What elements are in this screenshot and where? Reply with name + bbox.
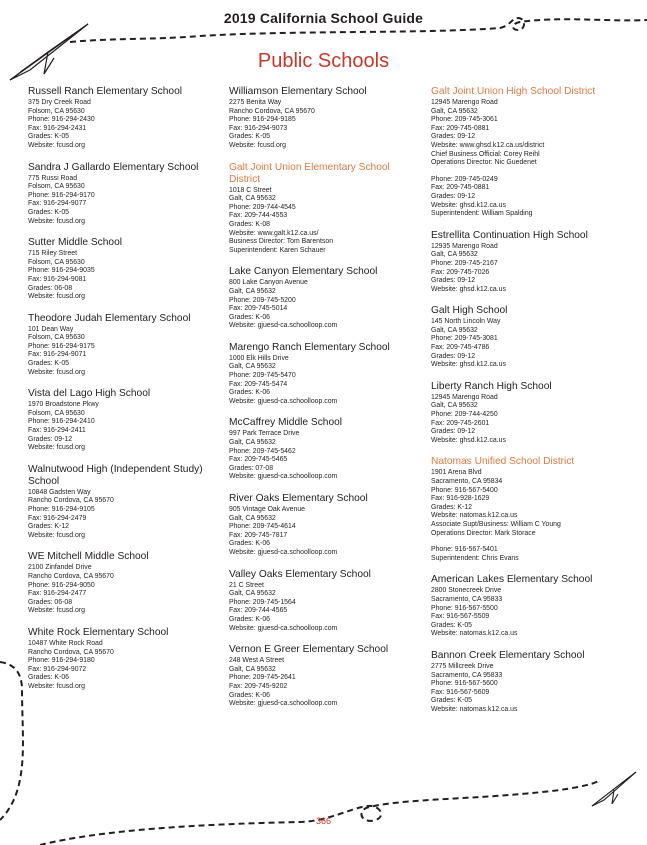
school-entry	[431, 574, 631, 639]
contact-line: Grades: K-05	[229, 133, 270, 141]
contact-line: Grades: K-05	[28, 133, 69, 141]
contact-line: Phone: 209-745-3081	[431, 335, 498, 343]
contact-line: Grades: 09-12	[431, 133, 476, 141]
contact-line: 1970 Broadstone Pkwy	[28, 401, 99, 409]
district-name: Galt Joint Union Elementary School District	[229, 161, 390, 185]
contact-line: Rancho Cordova, CA 95670	[28, 497, 114, 505]
contact-line: Sacramento, CA 95833	[431, 595, 503, 603]
school-name: Theodore Judah Elementary School	[28, 312, 191, 324]
contact-line: Phone: 209-745-5200	[229, 296, 296, 304]
school-entry	[28, 388, 218, 453]
contact-line: Grades: 06-08	[28, 598, 73, 606]
contact-line: Website: fcusd.org	[28, 682, 85, 690]
contact-line: Grades: 09-12	[431, 428, 476, 436]
school-name: Russell Ranch Elementary School	[28, 86, 183, 97]
contact-line: Grades: K-08	[229, 220, 270, 228]
contact-line: Folsom, CA 95630	[28, 107, 85, 115]
contact-line: 800 Lake Canyon Avenue	[229, 279, 308, 287]
contact-line: Phone: 916-567-5401	[431, 546, 498, 554]
school-name: Liberty Ranch High School	[431, 380, 552, 392]
contact-line: 10487 White Rock Road	[28, 639, 103, 647]
contact-line: 2100 Zinfandel Drive	[28, 564, 92, 572]
contact-line: Phone: 916-294-9035	[28, 267, 95, 275]
school-name: Williamson Elementary School	[229, 86, 367, 97]
contact-line: Grades: 07-08	[229, 464, 274, 472]
contact-line: Fax: 916-294-2479	[28, 514, 87, 522]
contact-line: 2800 Stonecreek Drive	[431, 587, 502, 595]
contact-line: Website: fcusd.org	[28, 444, 85, 452]
contact-line: Superintendent: Karen Schauer	[229, 246, 326, 254]
contact-line: Phone: 209-745-2641	[229, 674, 296, 682]
school-entry	[431, 230, 631, 295]
contact-line: Fax: 209-745-9202	[229, 682, 288, 690]
contact-line: Fax: 209-745-0881	[431, 184, 490, 192]
contact-line: Grades: K-06	[28, 674, 69, 682]
contact-line: Website: fcusd.org	[28, 141, 85, 149]
contact-line: Galt, CA 95632	[229, 195, 276, 203]
contact-line: Fax: 209-745-4786	[431, 344, 490, 352]
contact-line: Fax: 209-745-7026	[431, 268, 490, 276]
contact-line: Website: fcusd.org	[28, 607, 85, 615]
contact-line: Fax: 209-744-4565	[229, 607, 288, 615]
contact-line: Grades: K-05	[431, 621, 472, 629]
contact-line: Phone: 209-744-4545	[229, 203, 296, 211]
contact-line: Sacramento, CA 95834	[431, 478, 503, 485]
district-entry	[431, 86, 631, 219]
contact-line: 375 Dry Creek Road	[28, 99, 91, 106]
contact-line: Fax: 916-567-5609	[431, 688, 490, 696]
guide-title: 2019 California School Guide	[223, 10, 424, 26]
contact-line: Fax: 916-294-9071	[28, 351, 87, 359]
contact-line: Fax: 209-745-5014	[229, 305, 288, 313]
contact-line: Grades: 09-12	[431, 192, 476, 200]
contact-line: Galt, CA 95632	[431, 251, 478, 259]
contact-line: Phone: 209-745-4614	[229, 523, 296, 531]
school-entry	[229, 644, 421, 709]
school-name: Lake Canyon Elementary School	[229, 266, 378, 278]
contact-line: Phone: 916-294-9185	[229, 116, 296, 124]
contact-line: 10848 Gadsten Way	[28, 488, 91, 496]
contact-line: 2275 Benita Way	[229, 99, 282, 106]
contact-line: 248 West A Street	[229, 657, 285, 665]
contact-line: 775 Russi Road	[28, 174, 78, 182]
contact-line: Grades: K-05	[28, 360, 69, 368]
contact-line: Grades: K-05	[28, 208, 69, 216]
contact-line: 1000 Elk Hills Drive	[229, 354, 289, 362]
contact-line: Galt, CA 95632	[431, 107, 478, 115]
contact-line: Galt, CA 95632	[229, 439, 276, 447]
contact-line: Fax: 916-294-9081	[28, 275, 87, 283]
contact-line: Grades: 06-08	[28, 284, 73, 292]
contact-line: Fax: 916-567-5509	[431, 613, 490, 621]
school-entry	[229, 417, 421, 482]
contact-line: Fax: 916-294-2477	[28, 590, 87, 598]
contact-line: Phone: 916-567-5500	[431, 604, 498, 612]
contact-line: 21 C Street	[229, 581, 264, 589]
listing-column-1	[28, 86, 218, 703]
contact-line: Fax: 916-294-9077	[28, 200, 87, 208]
contact-line: Business Director: Tom Barentson	[229, 238, 334, 246]
school-entry	[229, 493, 421, 558]
contact-line: 12935 Marengo Road	[431, 242, 498, 250]
school-entry	[28, 237, 218, 302]
contact-line: Website: ghsd.k12.ca.us	[431, 201, 506, 209]
contact-line: Website: ghsd.k12.ca.us	[431, 361, 506, 369]
contact-line: Grades: K-06	[229, 540, 270, 548]
school-name: Sutter Middle School	[28, 237, 123, 249]
contact-line: Chief Business Official: Corey Reihl	[431, 150, 540, 158]
contact-line: Website: fcusd.org	[28, 293, 85, 301]
school-name: Marengo Ranch Elementary School	[229, 341, 390, 353]
contact-line: 715 Riley Street	[28, 250, 78, 258]
contact-line: 905 Vintage Oak Avenue	[229, 506, 305, 513]
contact-line: Fax: 916-294-2431	[28, 124, 87, 132]
contact-line: Galt, CA 95632	[431, 326, 478, 334]
school-name: Valley Oaks Elementary School	[229, 568, 371, 580]
contact-line: Phone: 916-294-2430	[28, 116, 95, 124]
school-entry	[431, 650, 631, 715]
school-name: Sandra J Gallardo Elementary School	[28, 161, 199, 173]
contact-line: Grades: 09-12	[431, 352, 476, 360]
paper-plane-icon-bottom-right	[590, 770, 638, 808]
contact-line: Rancho Cordova, CA 95670	[28, 572, 114, 580]
school-name: Vernon E Greer Elementary School	[229, 644, 389, 656]
contact-line: Fax: 209-745-5465	[229, 456, 288, 464]
contact-line: Phone: 209-745-5462	[229, 447, 296, 455]
contact-line: Phone: 916-294-9180	[28, 657, 95, 665]
contact-line: Grades: 09-12	[431, 277, 476, 285]
contact-line: Website: gjuesd-ca.schoolloop.com	[229, 624, 338, 632]
contact-line: Phone: 916-294-9170	[28, 191, 95, 199]
school-entry	[28, 162, 218, 227]
school-name: River Oaks Elementary School	[229, 493, 368, 504]
contact-line: Phone: 209-745-0249	[431, 175, 498, 183]
contact-line: 997 Park Terrace Drive	[229, 430, 300, 438]
contact-line: Grades: K-12	[28, 523, 69, 531]
school-entry	[229, 569, 421, 634]
contact-line: Website: natomas.k12.ca.us	[431, 630, 518, 638]
contact-line: Fax: 209-745-0881	[431, 124, 490, 132]
school-name: Estrellita Continuation High School	[431, 229, 588, 241]
school-name: WE Mitchell Middle School	[28, 551, 149, 563]
school-name: Vista del Lago High School	[28, 388, 151, 400]
contact-line: Superintendent: Chris Evans	[431, 554, 519, 562]
contact-line: Phone: 916-294-2410	[28, 418, 95, 426]
contact-line: Website: gjuesd-ca.schoolloop.com	[229, 397, 338, 405]
contact-line: Galt, CA 95632	[431, 402, 478, 410]
school-name: Galt High School	[431, 305, 508, 317]
contact-line: Fax: 209-745-2601	[431, 419, 490, 427]
contact-line: 1018 C Street	[229, 186, 272, 194]
contact-line: Phone: 209-745-3061	[431, 116, 498, 124]
contact-line: Website: ghsd.k12.ca.us	[431, 285, 506, 293]
contact-line: Website: www.ghsd.k12.ca.us/district	[431, 141, 545, 149]
contact-line: 1901 Arena Blvd	[431, 469, 482, 477]
contact-line: Operations Director: Nic Guedenet	[431, 159, 537, 167]
contact-line: Website: fcusd.org	[28, 368, 85, 376]
school-entry	[229, 266, 421, 331]
contact-line: Website: fcusd.org	[28, 217, 85, 225]
school-entry	[431, 381, 631, 446]
contact-line: Fax: 209-745-7817	[229, 531, 288, 539]
contact-line: Website: gjuesd-ca.schoolloop.com	[229, 322, 338, 330]
contact-line: Grades: K-06	[229, 313, 270, 321]
listing-column-2	[229, 86, 421, 720]
school-name: White Rock Elementary School	[28, 626, 169, 638]
district-entry	[431, 456, 631, 563]
school-entry	[28, 627, 218, 692]
listing-column-3	[431, 86, 631, 725]
contact-line: Fax: 209-745-5474	[229, 380, 288, 388]
school-entry	[28, 313, 218, 378]
contact-line: Phone: 209-745-1564	[229, 598, 296, 606]
contact-line: Rancho Cordova, CA 95670	[229, 107, 315, 115]
school-entry	[229, 342, 421, 407]
contact-line: Folsom, CA 95630	[28, 409, 85, 417]
contact-line: Phone: 916-294-9105	[28, 506, 95, 513]
contact-line: Galt, CA 95632	[229, 590, 276, 598]
school-name: American Lakes Elementary School	[431, 574, 593, 586]
contact-line: 2775 Millcreek Drive	[431, 662, 494, 670]
contact-line: Website: fcusd.org	[28, 531, 85, 539]
section-title: Public Schools	[257, 50, 390, 72]
page-number: 366	[315, 816, 332, 826]
contact-line: Grades: K-12	[431, 503, 472, 511]
contact-line: 101 Dean Way	[28, 325, 74, 333]
contact-line: Website: fcusd.org	[229, 141, 286, 149]
contact-line: Grades: K-05	[431, 697, 472, 705]
contact-line: Fax: 916-294-2411	[28, 427, 86, 435]
contact-line: Phone: 916-294-9050	[28, 581, 95, 589]
contact-line: Superintendent: William Spalding	[431, 210, 533, 218]
contact-line: 12945 Marengo Road	[431, 393, 498, 401]
school-name: Walnutwood High (Independent Study) School	[28, 463, 203, 487]
contact-line: 145 North Lincoln Way	[431, 318, 501, 326]
school-entry	[431, 305, 631, 370]
contact-line: Website: gjuesd-ca.schoolloop.com	[229, 548, 338, 556]
contact-line: Fax: 916-928-1629	[431, 495, 490, 503]
school-entry	[229, 86, 421, 151]
contact-line: Rancho Cordova, CA 95670	[28, 648, 114, 656]
contact-line: Website: natomas.k12.ca.us	[431, 705, 518, 713]
contact-line: Website: natomas.k12.ca.us	[431, 512, 518, 520]
contact-line: Galt, CA 95632	[229, 514, 276, 522]
school-entry	[28, 551, 218, 616]
contact-line: Phone: 209-744-4250	[431, 411, 498, 419]
district-name: Natomas Unified School District	[431, 456, 575, 468]
contact-line: Fax: 916-294-9073	[229, 124, 288, 132]
school-name: McCaffrey Middle School	[229, 417, 343, 429]
contact-line: Phone: 916-567-5600	[431, 680, 498, 688]
contact-line: Website: ghsd.k12.ca.us	[431, 436, 506, 444]
contact-line: Fax: 209-744-4553	[229, 212, 288, 220]
contact-line: Sacramento, CA 95833	[431, 671, 503, 679]
contact-line: Phone: 209-745-5470	[229, 372, 296, 380]
contact-line: Phone: 916-567-5400	[431, 486, 498, 494]
contact-line: Website: gjuesd-ca.schoolloop.com	[229, 700, 338, 708]
contact-line: Grades: 09-12	[28, 435, 73, 443]
contact-line: Website: www.galt.k12.ca.us/	[229, 229, 319, 237]
contact-line: Associate Supt/Business: William C Young	[431, 520, 561, 528]
contact-line: Phone: 916-294-9175	[28, 342, 95, 350]
contact-line: Galt, CA 95632	[229, 665, 276, 673]
contact-line: 12945 Marengo Road	[431, 99, 498, 106]
contact-line: Grades: K-06	[229, 691, 270, 699]
school-entry	[28, 464, 218, 541]
contact-line: Folsom, CA 95630	[28, 334, 85, 342]
school-entry	[28, 86, 218, 151]
contact-line: Website: gjuesd-ca.schoolloop.com	[229, 473, 338, 481]
school-name: Bannon Creek Elementary School	[431, 649, 585, 661]
contact-line: Operations Director: Mark Storace	[431, 529, 536, 537]
contact-line: Folsom, CA 95630	[28, 183, 85, 191]
contact-line: Fax: 916-294-9072	[28, 665, 87, 673]
contact-line: Galt, CA 95632	[229, 363, 276, 371]
contact-line: Folsom, CA 95630	[28, 258, 85, 266]
contact-line: Grades: K-06	[229, 389, 270, 397]
contact-line: Galt, CA 95632	[229, 287, 276, 295]
district-name: Galt Joint Union High School District	[431, 86, 596, 97]
contact-line: Phone: 209-745-2167	[431, 259, 498, 267]
contact-line: Grades: K-06	[229, 615, 270, 623]
district-entry	[229, 162, 421, 256]
